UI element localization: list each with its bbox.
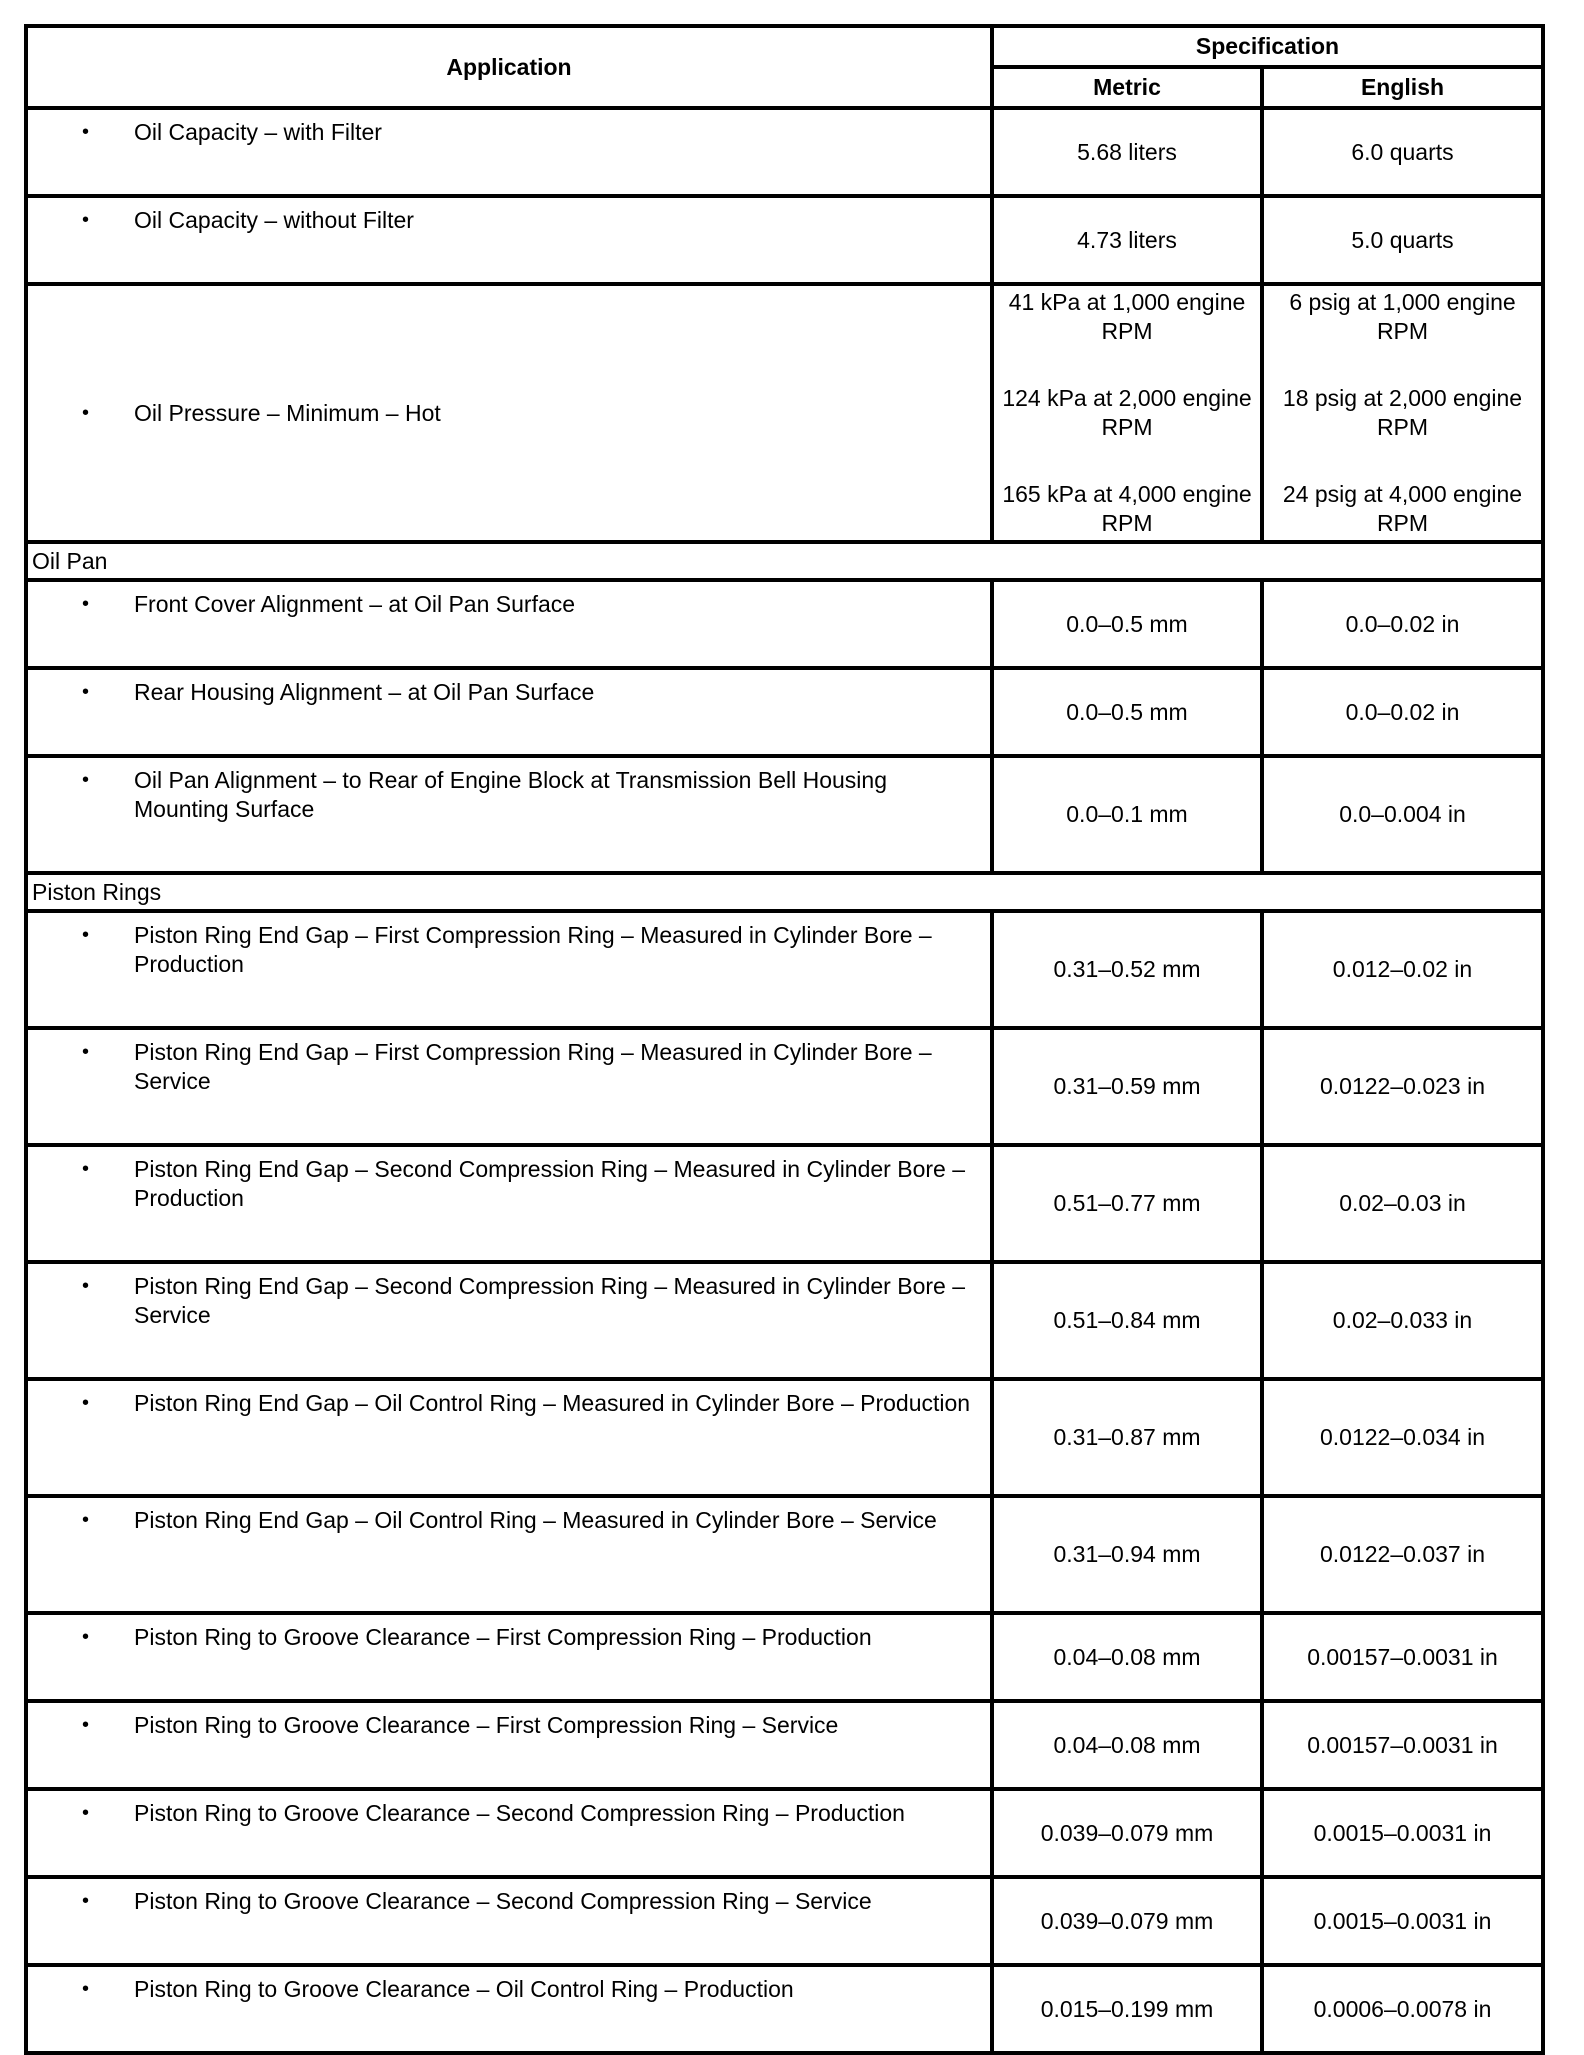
application-cell: [26, 1379, 992, 1496]
english-value-1000rpm: 6 psig at 1,000 engine RPM: [1289, 289, 1516, 344]
bullet-icon: •: [82, 1041, 90, 1063]
metric-value: 0.31–0.52 mm: [992, 911, 1262, 1028]
section-header-row: [26, 542, 1543, 580]
table-row: [26, 1701, 1543, 1789]
table-row: [26, 108, 1543, 196]
bullet-icon: •: [82, 769, 90, 791]
english-value-2000rpm: 18 psig at 2,000 engine RPM: [1282, 385, 1523, 440]
english-value: 0.0122–0.034 in: [1262, 1379, 1543, 1496]
bullet-icon: •: [82, 1392, 90, 1414]
table-row: [26, 196, 1543, 284]
metric-value: 0.0–0.5 mm: [992, 580, 1262, 668]
application-cell: [26, 911, 992, 1028]
table-row: [26, 1379, 1543, 1496]
table-row: [26, 1877, 1543, 1965]
application-text: Oil Capacity – without Filter: [134, 207, 414, 233]
bullet-icon: •: [82, 209, 90, 231]
application-cell: [26, 1613, 992, 1701]
metric-value: 0.31–0.94 mm: [992, 1496, 1262, 1613]
bullet-icon: •: [82, 1275, 90, 1297]
bullet-icon: •: [82, 121, 90, 143]
application-text: Piston Ring End Gap – First Compression Ring – Measured in Cylinder Bore – Service: [134, 1039, 932, 1094]
table-row: [26, 1145, 1543, 1262]
metric-value: 0.015–0.199 mm: [992, 1965, 1262, 2053]
application-text: Front Cover Alignment – at Oil Pan Surface: [134, 591, 576, 617]
header-english: English: [1262, 67, 1543, 108]
application-cell: [26, 1145, 992, 1262]
metric-value: [992, 284, 1262, 542]
application-text: Piston Ring to Groove Clearance – Second Compression Ring – Service: [134, 1888, 872, 1914]
application-text: Piston Ring End Gap – Second Compression Ring – Measured in Cylinder Bore – Service: [134, 1273, 965, 1328]
application-cell: [26, 1877, 992, 1965]
bullet-icon: •: [82, 1158, 90, 1180]
application-cell: [26, 1496, 992, 1613]
metric-value-2000rpm: 124 kPa at 2,000 engine RPM: [1002, 385, 1252, 440]
table-row: [26, 756, 1543, 873]
english-value: [1262, 284, 1543, 542]
metric-value: 0.04–0.08 mm: [992, 1701, 1262, 1789]
application-cell: [26, 1028, 992, 1145]
english-value: 0.02–0.03 in: [1262, 1145, 1543, 1262]
english-value: 0.00157–0.0031 in: [1262, 1613, 1543, 1701]
application-text: Piston Ring to Groove Clearance – First Compression Ring – Service: [134, 1712, 839, 1738]
metric-value: 0.04–0.08 mm: [992, 1613, 1262, 1701]
application-cell: [26, 284, 992, 542]
application-text: Piston Ring to Groove Clearance – Second Compression Ring – Production: [134, 1800, 905, 1826]
application-cell: [26, 580, 992, 668]
bullet-icon: •: [82, 681, 90, 703]
english-value: 0.0015–0.0031 in: [1262, 1789, 1543, 1877]
header-application: Application: [26, 26, 992, 108]
application-cell: [26, 668, 992, 756]
english-value: 0.00157–0.0031 in: [1262, 1701, 1543, 1789]
bullet-icon: •: [82, 1978, 90, 2000]
metric-value: 0.0–0.1 mm: [992, 756, 1262, 873]
application-text: Oil Capacity – with Filter: [134, 119, 382, 145]
application-text: Oil Pan Alignment – to Rear of Engine Block at Transmission Bell Housing Mounting Surface: [134, 767, 887, 822]
table-row: [26, 668, 1543, 756]
metric-value: 0.31–0.87 mm: [992, 1379, 1262, 1496]
application-text: Piston Ring End Gap – Oil Control Ring – Measured in Cylinder Bore – Service: [134, 1507, 937, 1533]
metric-value: 0.51–0.77 mm: [992, 1145, 1262, 1262]
table-row-oil-pressure: [26, 284, 1543, 542]
bullet-icon: •: [82, 1509, 90, 1531]
metric-value: 0.039–0.079 mm: [992, 1789, 1262, 1877]
metric-value: 5.68 liters: [992, 108, 1262, 196]
english-value: 0.0006–0.0078 in: [1262, 1965, 1543, 2053]
specification-table: [24, 24, 1545, 2055]
table-row: [26, 1965, 1543, 2053]
bullet-icon: •: [82, 1802, 90, 1824]
application-text: Piston Ring End Gap – First Compression Ring – Measured in Cylinder Bore – Production: [134, 922, 932, 977]
table-row: [26, 1613, 1543, 1701]
english-value: 0.0–0.004 in: [1262, 756, 1543, 873]
english-value: 0.0–0.02 in: [1262, 580, 1543, 668]
english-value: 0.02–0.033 in: [1262, 1262, 1543, 1379]
metric-value: 0.0–0.5 mm: [992, 668, 1262, 756]
application-cell: [26, 108, 992, 196]
application-cell: [26, 756, 992, 873]
application-text: Piston Ring End Gap – Second Compression Ring – Measured in Cylinder Bore – Production: [134, 1156, 965, 1211]
english-value: 0.0015–0.0031 in: [1262, 1877, 1543, 1965]
metric-value: 0.31–0.59 mm: [992, 1028, 1262, 1145]
table-row: [26, 580, 1543, 668]
table-row: [26, 1262, 1543, 1379]
application-text: Oil Pressure – Minimum – Hot: [134, 399, 441, 426]
table-row: [26, 1496, 1543, 1613]
english-value: 0.0122–0.023 in: [1262, 1028, 1543, 1145]
application-text: Piston Ring to Groove Clearance – First Compression Ring – Production: [134, 1624, 872, 1650]
metric-value: 4.73 liters: [992, 196, 1262, 284]
application-cell: [26, 1262, 992, 1379]
table-row: [26, 1028, 1543, 1145]
bullet-icon: •: [82, 1714, 90, 1736]
header-specification: Specification: [992, 26, 1543, 67]
header-metric: Metric: [992, 67, 1262, 108]
bullet-icon: •: [82, 1626, 90, 1648]
metric-value-4000rpm: 165 kPa at 4,000 engine RPM: [1002, 481, 1252, 536]
bullet-icon: •: [82, 593, 90, 615]
application-text: Rear Housing Alignment – at Oil Pan Surface: [134, 679, 595, 705]
bullet-icon: •: [82, 401, 90, 424]
application-text: Piston Ring to Groove Clearance – Oil Control Ring – Production: [134, 1976, 794, 2002]
english-value: 0.0122–0.037 in: [1262, 1496, 1543, 1613]
table-row: [26, 1789, 1543, 1877]
metric-value: 0.039–0.079 mm: [992, 1877, 1262, 1965]
application-cell: [26, 196, 992, 284]
english-value: 5.0 quarts: [1262, 196, 1543, 284]
application-cell: [26, 1701, 992, 1789]
section-title: Piston Rings: [26, 873, 1543, 911]
application-text: Piston Ring End Gap – Oil Control Ring – Measured in Cylinder Bore – Production: [134, 1390, 971, 1416]
metric-value: 0.51–0.84 mm: [992, 1262, 1262, 1379]
table-row: [26, 911, 1543, 1028]
english-value-4000rpm: 24 psig at 4,000 engine RPM: [1282, 481, 1523, 536]
section-title: Oil Pan: [26, 542, 1543, 580]
english-value: 0.0–0.02 in: [1262, 668, 1543, 756]
bullet-icon: •: [82, 924, 90, 946]
section-header-row: [26, 873, 1543, 911]
application-cell: [26, 1965, 992, 2053]
application-cell: [26, 1789, 992, 1877]
bullet-icon: •: [82, 1890, 90, 1912]
english-value: 6.0 quarts: [1262, 108, 1543, 196]
metric-value-1000rpm: 41 kPa at 1,000 engine RPM: [1008, 289, 1246, 344]
english-value: 0.012–0.02 in: [1262, 911, 1543, 1028]
